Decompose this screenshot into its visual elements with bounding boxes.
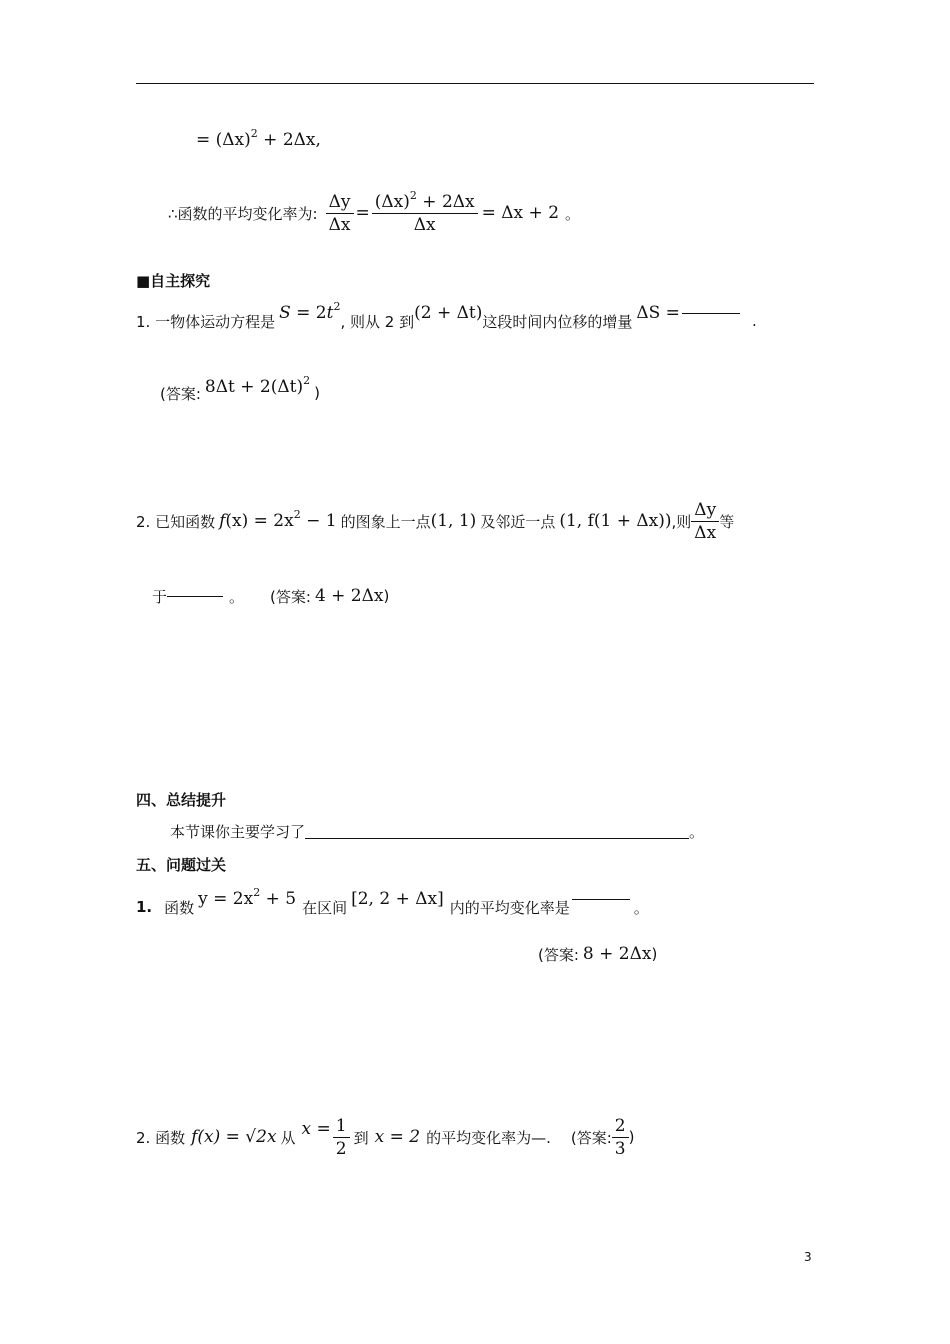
answer-blank <box>572 898 630 900</box>
checkpoint-answer-1: (答案: 8 + 2Δx ) <box>538 944 658 964</box>
page-number: 3 <box>804 1250 812 1264</box>
summary-heading: 四、总结提升 <box>136 791 227 809</box>
average-rate-derivation: ∴函数的平均变化率为: $\frac{\Delta y}{\Delta x}$ = $\frac{(\Delta x)^2 + 2\Delta x}{\Delta x}$ = Δx + 2 。 <box>168 188 581 235</box>
one-half-fraction: $\frac{1}{2}$ <box>333 1115 350 1160</box>
expanded-fraction: $\frac{(\Delta x)^2 + 2\Delta x}{\Delta x}$ <box>372 191 478 236</box>
answer-blank <box>682 312 740 314</box>
self-study-question-2-line2: 于 。 (答案: 4 + 2Δx ) <box>152 586 390 606</box>
dy-over-dx-fraction: $\frac{\Delta y}{\Delta x}$ <box>326 191 354 236</box>
summary-line: 本节课你主要学习了 。 <box>170 822 705 841</box>
header-rule <box>136 83 814 84</box>
answer-blank <box>167 595 223 597</box>
summary-answer-line <box>305 824 689 839</box>
self-study-question-1: 1. 一物体运动方程是 $S = 2t^2$ , 则从 2 到 (2 + Δt) 这段时间内位移的增量 ΔS = . <box>136 300 757 331</box>
derivation-result: = Δx + 2 <box>481 203 560 223</box>
therefore-label: ∴函数的平均变化率为: <box>168 204 318 223</box>
checkpoint-question-2: 2. 函数 f(x) = √2x 从 x = $\frac{1}{2}$ 到 x = 2 的平均变化率为—. (答案: $\frac{2}{3}$ ) <box>136 1115 635 1159</box>
self-study-answer-1: (答案: $8\Delta t + 2(\Delta t)^2$ ) <box>160 374 320 403</box>
checkpoint-heading: 五、问题过关 <box>136 856 227 874</box>
dy-over-dx-fraction: $\frac{\Delta y}{\Delta x}$ <box>691 499 719 544</box>
self-study-question-2: 2. 已知函数 $f(x) = 2x^2 - 1$ 的图象上一点 (1, 1) 及邻近一点 (1, f(1 + Δx)) ,则 $\frac{\Delta y}{\Delta x}$ 等 <box>136 499 735 543</box>
self-study-heading: ■自主探究 <box>136 272 211 290</box>
derivation-line1: = $(\Delta x)^2 + 2\Delta x$, <box>196 127 321 150</box>
two-thirds-fraction: $\frac{2}{3}$ <box>612 1115 629 1160</box>
checkpoint-question-1: 1. 函数 $y = 2x^2 + 5$ 在区间 [2, 2 + Δx] 内的平均变化率是 。 <box>136 886 649 917</box>
